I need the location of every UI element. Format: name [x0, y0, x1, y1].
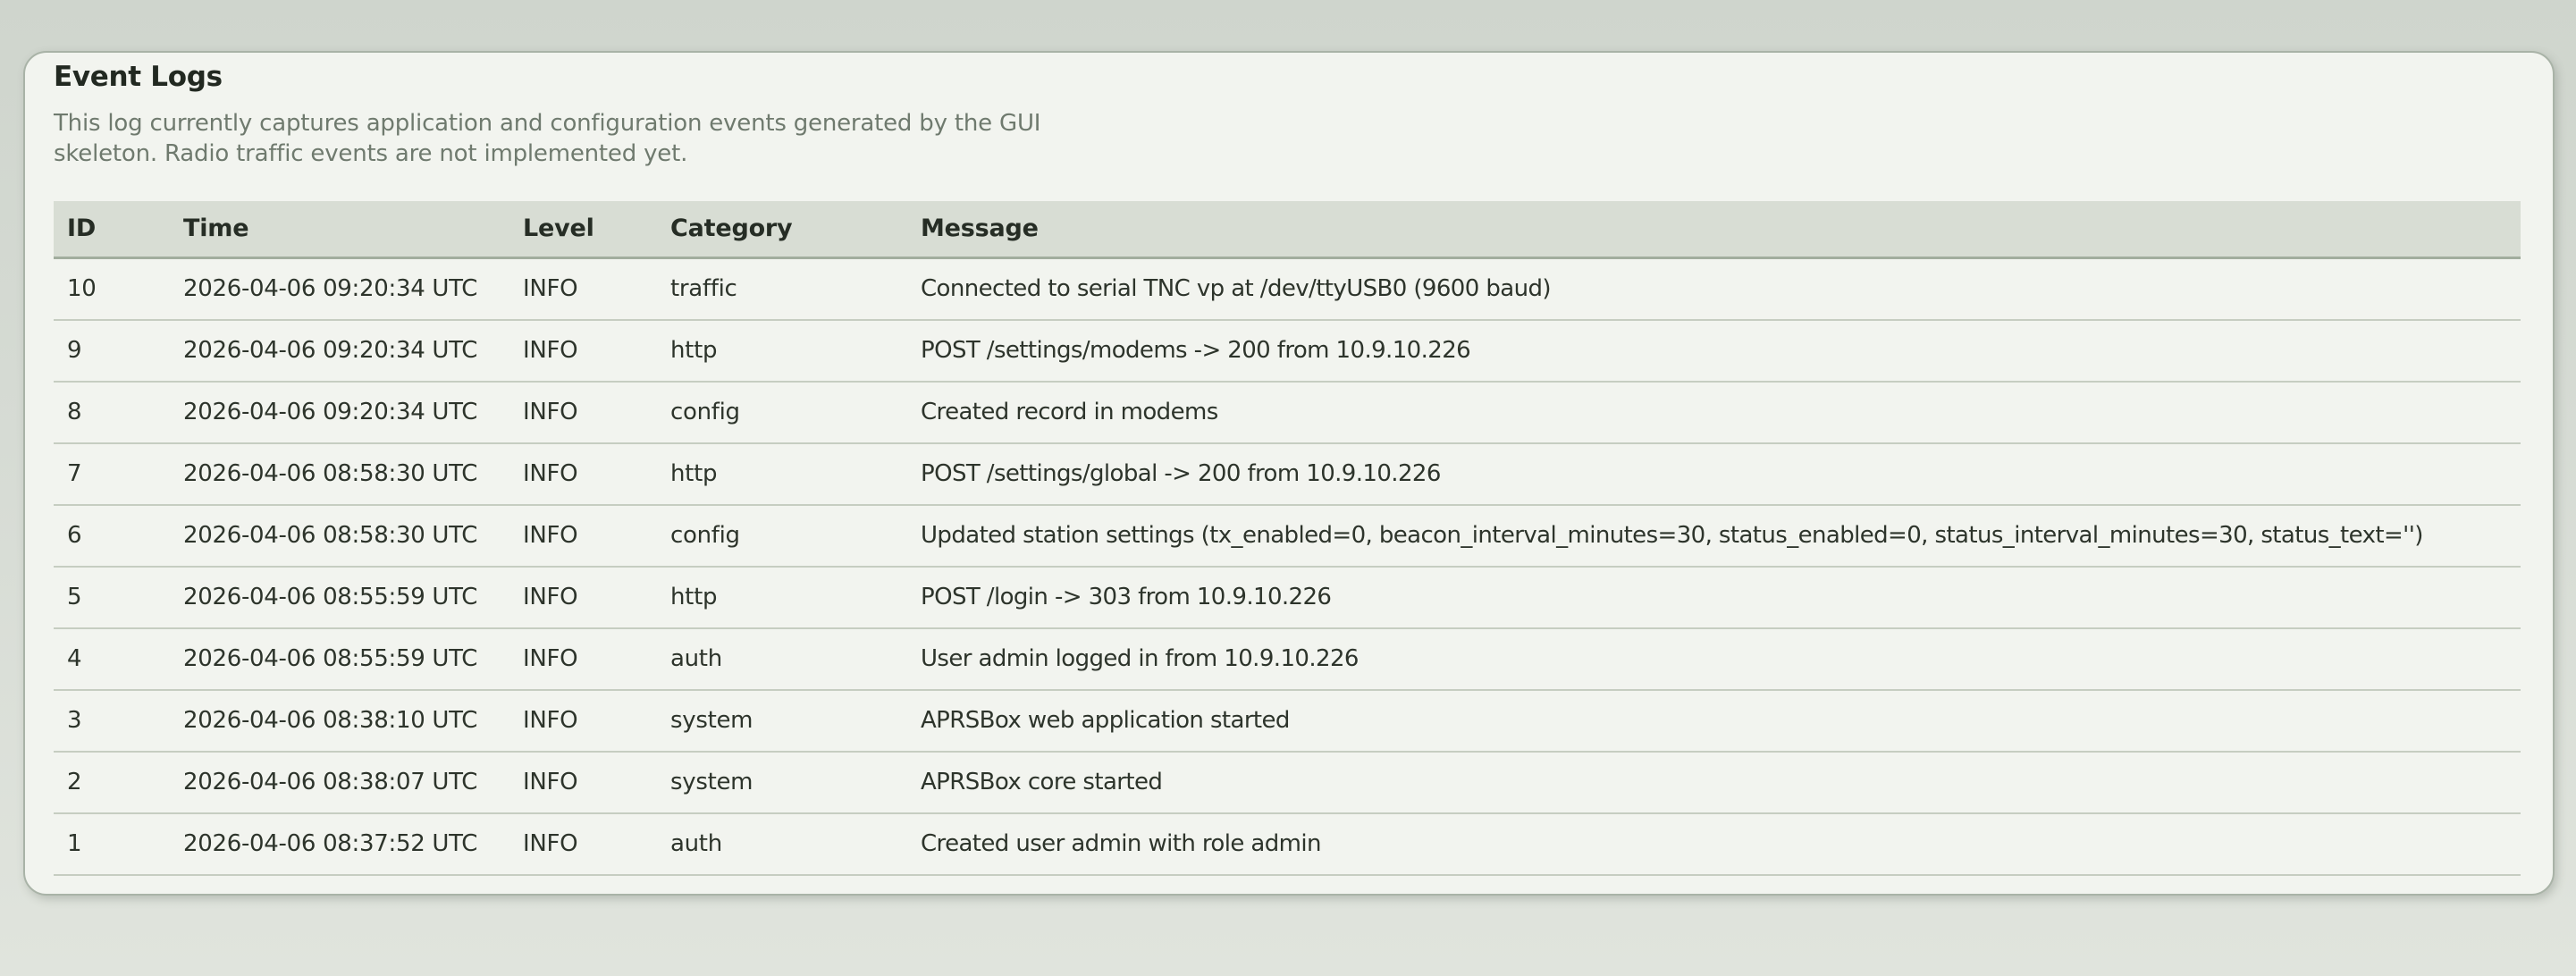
cell-message: APRSBox core started: [907, 752, 2521, 813]
cell-category: system: [657, 752, 907, 813]
cell-time: 2026-04-06 09:20:34 UTC: [170, 258, 509, 321]
cell-message: Created user admin with role admin: [907, 813, 2521, 875]
cell-id: 4: [54, 628, 170, 690]
cell-category: http: [657, 567, 907, 628]
cell-id: 9: [54, 320, 170, 382]
table-row: [54, 443, 2521, 505]
table-row: [54, 258, 2521, 321]
table-row: [54, 752, 2521, 813]
cell-id: 7: [54, 443, 170, 505]
page-description-line-1: This log currently captures application and configuration events generated by the GUI: [54, 110, 1041, 137]
cell-category: config: [657, 505, 907, 567]
cell-id: 1: [54, 813, 170, 875]
cell-level: INFO: [509, 567, 657, 628]
cell-time: 2026-04-06 08:55:59 UTC: [170, 567, 509, 628]
table-header-row: [54, 201, 2521, 258]
cell-id: 3: [54, 690, 170, 752]
cell-level: INFO: [509, 320, 657, 382]
cell-message: POST /login -> 303 from 10.9.10.226: [907, 567, 2521, 628]
cell-id: 5: [54, 567, 170, 628]
table-row: [54, 813, 2521, 875]
table-header: [54, 201, 2521, 258]
cell-message: Created record in modems: [907, 382, 2521, 443]
cell-message: APRSBox web application started: [907, 690, 2521, 752]
cell-level: INFO: [509, 690, 657, 752]
cell-category: auth: [657, 628, 907, 690]
column-header-message: Message: [907, 201, 2521, 258]
cell-time: 2026-04-06 08:58:30 UTC: [170, 443, 509, 505]
cell-category: auth: [657, 813, 907, 875]
cell-category: system: [657, 690, 907, 752]
cell-message: Updated station settings (tx_enabled=0, beacon_interval_minutes=30, status_enabled=0, status_interval_minutes=30, status_text=''): [907, 505, 2521, 567]
cell-message: POST /settings/modems -> 200 from 10.9.10.226: [907, 320, 2521, 382]
column-header-time: Time: [170, 201, 509, 258]
cell-category: http: [657, 320, 907, 382]
cell-message: Connected to serial TNC vp at /dev/ttyUSB0 (9600 baud): [907, 258, 2521, 321]
cell-category: traffic: [657, 258, 907, 321]
cell-time: 2026-04-06 09:20:34 UTC: [170, 320, 509, 382]
cell-time: 2026-04-06 09:20:34 UTC: [170, 382, 509, 443]
column-header-category: Category: [657, 201, 907, 258]
cell-level: INFO: [509, 382, 657, 443]
cell-category: http: [657, 443, 907, 505]
table-row: [54, 628, 2521, 690]
table-row: [54, 382, 2521, 443]
cell-level: INFO: [509, 505, 657, 567]
cell-time: 2026-04-06 08:37:52 UTC: [170, 813, 509, 875]
cell-time: 2026-04-06 08:38:10 UTC: [170, 690, 509, 752]
table-row: [54, 320, 2521, 382]
cell-time: 2026-04-06 08:38:07 UTC: [170, 752, 509, 813]
event-logs-card: [23, 51, 2555, 896]
cell-message: POST /settings/global -> 200 from 10.9.10.226: [907, 443, 2521, 505]
table-row: [54, 505, 2521, 567]
table-row: [54, 567, 2521, 628]
event-log-table: [54, 201, 2521, 876]
cell-id: 6: [54, 505, 170, 567]
column-header-level: Level: [509, 201, 657, 258]
cell-id: 8: [54, 382, 170, 443]
cell-message: User admin logged in from 10.9.10.226: [907, 628, 2521, 690]
cell-level: INFO: [509, 813, 657, 875]
table-body: [54, 258, 2521, 876]
cell-level: INFO: [509, 752, 657, 813]
column-header-id: ID: [54, 201, 170, 258]
page-title: Event Logs: [54, 61, 223, 93]
cell-level: INFO: [509, 628, 657, 690]
page-description: [54, 108, 2521, 169]
cell-time: 2026-04-06 08:58:30 UTC: [170, 505, 509, 567]
table-row: [54, 690, 2521, 752]
cell-level: INFO: [509, 443, 657, 505]
cell-level: INFO: [509, 258, 657, 321]
cell-id: 10: [54, 258, 170, 321]
page-description-line-2: skeleton. Radio traffic events are not implemented yet.: [54, 140, 688, 167]
cell-category: config: [657, 382, 907, 443]
cell-id: 2: [54, 752, 170, 813]
cell-time: 2026-04-06 08:55:59 UTC: [170, 628, 509, 690]
